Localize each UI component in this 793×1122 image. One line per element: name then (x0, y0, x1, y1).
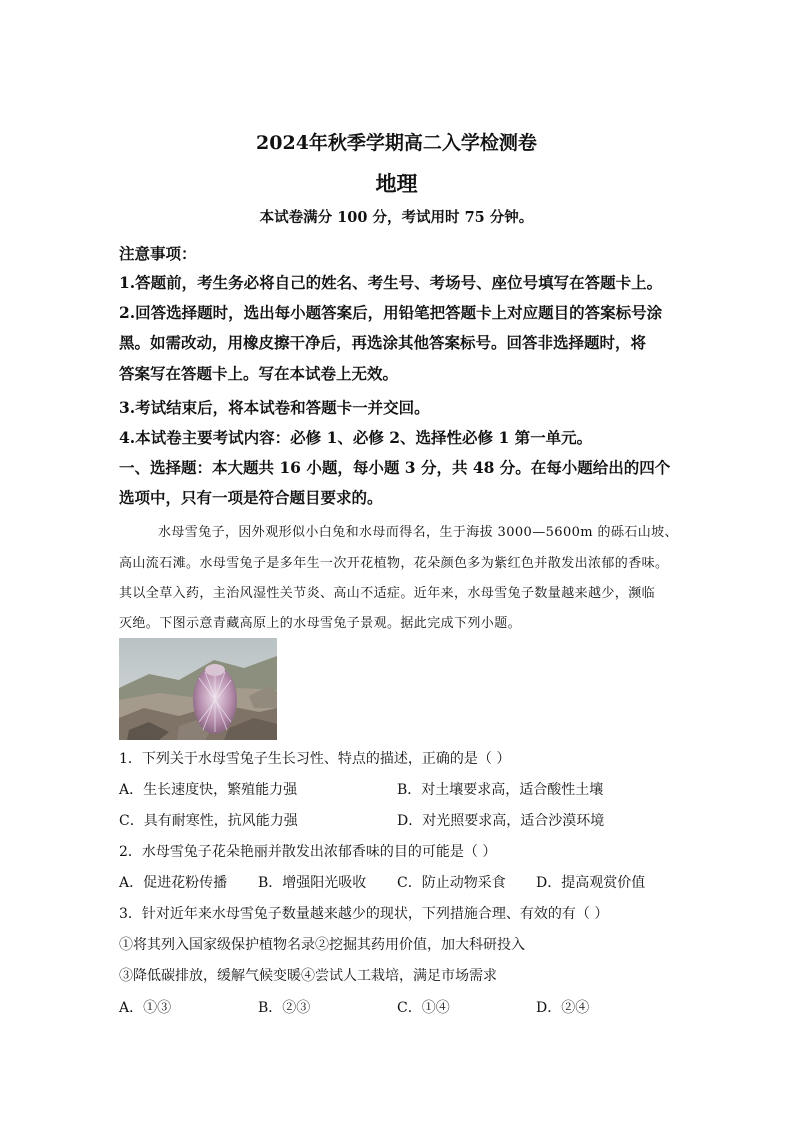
question-1-option-d: D．对光照要求高，适合沙漠环境 (397, 813, 605, 829)
passage-line: 水母雪兔子，因外观形似小白兔和水母而得名，生于海拔 3000—5600m 的砾石山坡、 (158, 525, 678, 540)
notes-line: 3.考试结束后，将本试卷和答题卡一并交回。 (119, 398, 430, 417)
passage-line: 其以全草入药，主治风湿性关节炎、高山不适症。近年来，水母雪兔子数量越来越少，濒临 (119, 586, 656, 601)
question-3-option-a: A．①③ (119, 1000, 172, 1016)
question-3-statement: ①将其列入国家级保护植物名录②挖掘其药用价值，加大科研投入 (119, 937, 525, 953)
notes-line: 4.本试卷主要考试内容：必修 1、必修 2、选择性必修 1 第一单元。 (119, 428, 593, 447)
question-1-option-a: A．生长速度快，繁殖能力强 (119, 782, 298, 798)
exam-title: 2024年秋季学期高二入学检测卷 (256, 132, 537, 154)
question-3-option-d: D．②④ (536, 1000, 590, 1016)
question-2-option-c: C．防止动物采食 (397, 875, 506, 891)
snow-lotus-photo (119, 638, 277, 740)
passage-line: 灭绝。下图示意青藏高原上的水母雪兔子景观。据此完成下列小题。 (119, 616, 522, 631)
passage-line: 高山流石滩。水母雪兔子是多年生一次开花植物，花朵颜色多为紫红色并散发出浓郁的香味。 (119, 556, 669, 571)
section-heading-line2: 选项中，只有一项是符合题目要求的。 (119, 488, 383, 507)
notes-line: 黑。如需改动，用橡皮擦干净后，再选涂其他答案标号。回答非选择题时，将 (119, 333, 647, 352)
notes-line: 2.回答选择题时，选出每小题答案后，用铅笔把答题卡上对应题目的答案标号涂 (119, 303, 663, 322)
question-2-stem: 2．水母雪兔子花朵艳丽并散发出浓郁香味的目的可能是（ ） (119, 844, 497, 860)
notes-line: 答案写在答题卡上。写在本试卷上无效。 (119, 364, 399, 383)
question-1-option-b: B．对土壤要求高，适合酸性土壤 (397, 782, 604, 798)
question-1-stem: 1．下列关于水母雪兔子生长习性、特点的描述，正确的是（ ） (119, 751, 511, 767)
question-3-statement: ③降低碳排放，缓解气候变暖④尝试人工栽培，满足市场需求 (119, 968, 497, 984)
question-2-option-d: D．提高观赏价值 (536, 875, 646, 891)
question-3-stem: 3．针对近年来水母雪兔子数量越来越少的现状，下列措施合理、有效的有（ ） (119, 906, 609, 922)
question-3-option-c: C．①④ (397, 1000, 450, 1016)
exam-subtitle: 本试卷满分 100 分，考试用时 75 分钟。 (259, 209, 534, 226)
subject-title: 地理 (375, 171, 418, 196)
question-1-option-c: C．具有耐寒性，抗风能力强 (119, 813, 298, 829)
question-3-option-b: B．②③ (258, 1000, 311, 1016)
question-2-option-b: B．增强阳光吸收 (258, 875, 367, 891)
notes-heading: 注意事项： (119, 244, 197, 263)
question-2-option-a: A．促进花粉传播 (119, 875, 228, 891)
notes-line: 1.答题前，考生务必将自己的姓名、考生号、考场号、座位号填写在答题卡上。 (119, 273, 663, 292)
section-heading-line1: 一、选择题：本大题共 16 小题，每小题 3 分，共 48 分。在每小题给出的四个 (119, 458, 671, 477)
